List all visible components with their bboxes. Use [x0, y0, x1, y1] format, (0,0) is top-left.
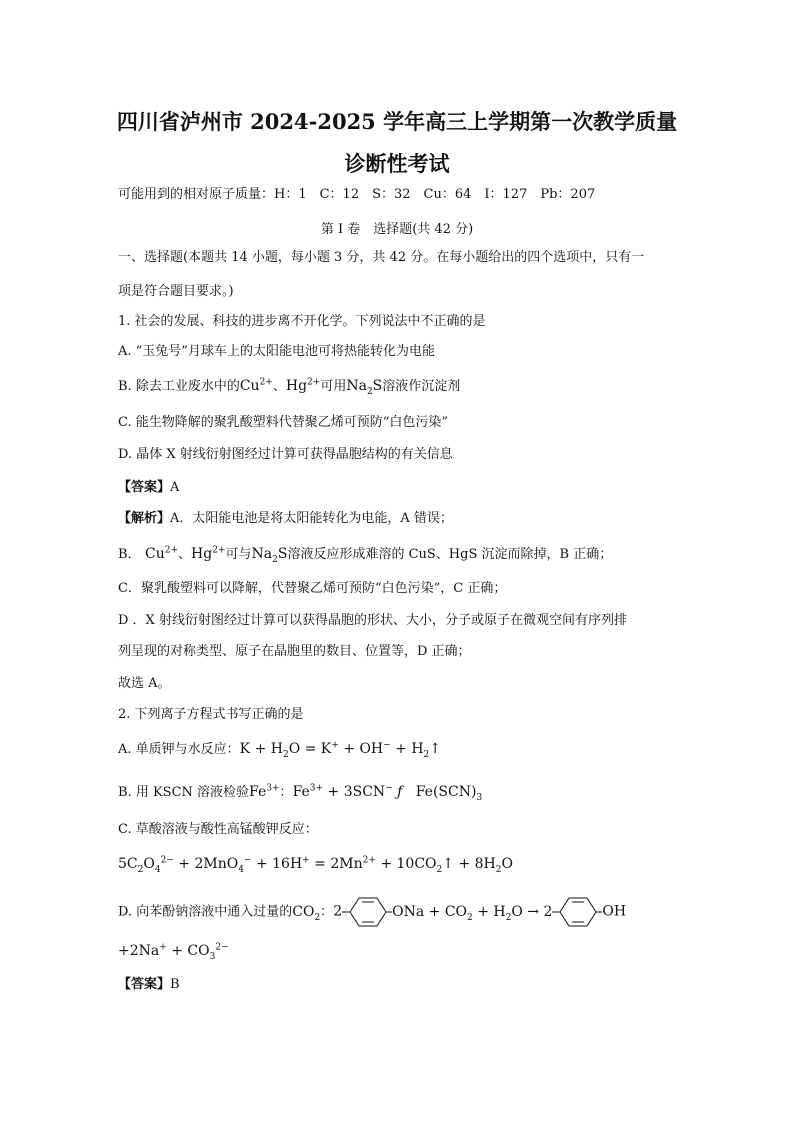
colon: ： [279, 785, 293, 800]
atomic-masses: 可能用到的相对原子质量：H：1 C：12 S：32 Cu：64 I：127 Pb：207 [118, 187, 596, 202]
answer-value: A [170, 480, 180, 495]
answer-label: 【答案】 [118, 977, 171, 992]
q2-option-c: C. 草酸溶液与酸性高锰酸钾反应： [118, 822, 318, 837]
cu-formula: $Cu^{2+}$ [145, 545, 179, 562]
analysis-b-tail: 溶液反应形成难溶的 CuS、HgS 沉淀而除掉，B 正确； [287, 547, 613, 562]
analysis-b-pre: B． [118, 547, 141, 562]
q2-stem: 2. 下列离子方程式书写正确的是 [118, 707, 304, 722]
oh-group: OH [602, 903, 627, 920]
q2-answer [118, 976, 180, 994]
q1-stem: 1. 社会的发展、科技的进步离不开化学。下列说法中不正确的是 [118, 314, 486, 329]
q2-option-d [118, 896, 626, 928]
section-title: 第 I 卷 选择题(共 42 分) [320, 222, 474, 237]
separator: 、 [178, 547, 192, 562]
equation-b: $Fe^{3+} + 3SCN^-$ ƒ $Fe(SCN)_3$ [292, 783, 483, 803]
q1-option-b-mid: 可用 [320, 379, 347, 394]
q1-option-c: C. 能生物降解的聚乳酸塑料代替聚乙烯可预防“白色污染” [118, 415, 449, 430]
q2-option-d-line2 [118, 942, 229, 961]
colon: ： [320, 904, 334, 920]
analysis-a-text: A．太阳能电池是将太阳能转化为电能，A 错误； [170, 511, 453, 526]
cu-formula: $Cu^{2+}$ [239, 377, 273, 394]
na2s-formula: $Na_2S$ [251, 546, 288, 565]
na2s-formula: $Na_2S$ [346, 378, 383, 397]
equation-d: ONa + $CO_2 + H_2O \to 2$ [392, 903, 553, 923]
answer-value: B [170, 977, 180, 992]
q1-option-b [118, 377, 460, 396]
q2-option-a-text: A. 单质钾与水反应： [118, 742, 240, 757]
separator: 、 [272, 379, 286, 394]
equation-c: $5C_2O_4^{2-} + 2MnO_4^- + 16H^+ = 2Mn^{2+}$ + $10CO_2↑ + 8H_2O$ [118, 855, 513, 875]
title-line-2: 诊断性考试 [344, 151, 450, 176]
q1-analysis-d-line1: D ．X 射线衍射图经过计算可以获得晶胞的形状、大小，分子或原子在微观空间有序列排 [118, 613, 627, 628]
instructions-line-2: 项是符合题目要求。) [118, 284, 234, 299]
equation-d-line2: $+2Na^+ + CO_3^{2-}$ [118, 942, 229, 962]
q2-option-b-text: B. 用 KSCN 溶液检验 [118, 785, 250, 800]
q1-option-d: D. 晶体 X 射线衍射图经过计算可获得晶胞结构的有关信息 [118, 447, 453, 462]
answer-label: 【答案】 [118, 480, 171, 495]
benzene-ring-icon [552, 896, 602, 928]
q1-analysis-b [118, 545, 612, 564]
q1-answer [118, 479, 179, 497]
q1-option-b-post: 溶液作沉淀剂 [382, 379, 461, 394]
q1-analysis-a [118, 510, 453, 528]
equation-a: $K + H_2O = K^+ + OH^-$ + $H_2↑$ [239, 740, 442, 760]
q1-conclusion: 故选 A。 [118, 676, 171, 691]
q1-analysis-c: C．聚乳酸塑料可以降解，代替聚乙烯可预防“白色污染”，C 正确； [118, 581, 507, 596]
q2-option-b [118, 783, 482, 802]
instructions-line-1: 一、选择题(本题共 14 小题，每小题 3 分，共 42 分。在每小题给出的四个选项中，只有一 [118, 250, 645, 265]
analysis-b-mid: 可与 [225, 547, 252, 562]
q1-option-b-pre: B. 除去工业废水中的 [118, 379, 240, 394]
q2-option-a [118, 740, 441, 759]
q2-option-d-text: D. 向苯酚钠溶液中通入过量的 [118, 904, 293, 920]
hg-formula: $Hg^{2+}$ [285, 377, 321, 394]
coefficient: 2 [333, 903, 343, 920]
benzene-ring-icon [342, 896, 392, 928]
q2-equation-c [118, 855, 513, 874]
hg-formula: $Hg^{2+}$ [191, 545, 226, 562]
q1-analysis-d-line2: 列呈现的对称类型、原子在晶胞里的数目、位置等，D 正确； [118, 644, 471, 659]
co2-formula: $CO_2$ [292, 903, 321, 923]
analysis-label: 【解析】 [118, 511, 171, 526]
fe3-ion: $Fe^{3+}$ [249, 783, 280, 800]
title-line-1: 四川省泸州市 2024-2025 学年高三上学期第一次教学质量 [116, 109, 678, 134]
q1-option-a: A. “玉兔号”月球车上的太阳能电池可将热能转化为电能 [118, 344, 435, 359]
